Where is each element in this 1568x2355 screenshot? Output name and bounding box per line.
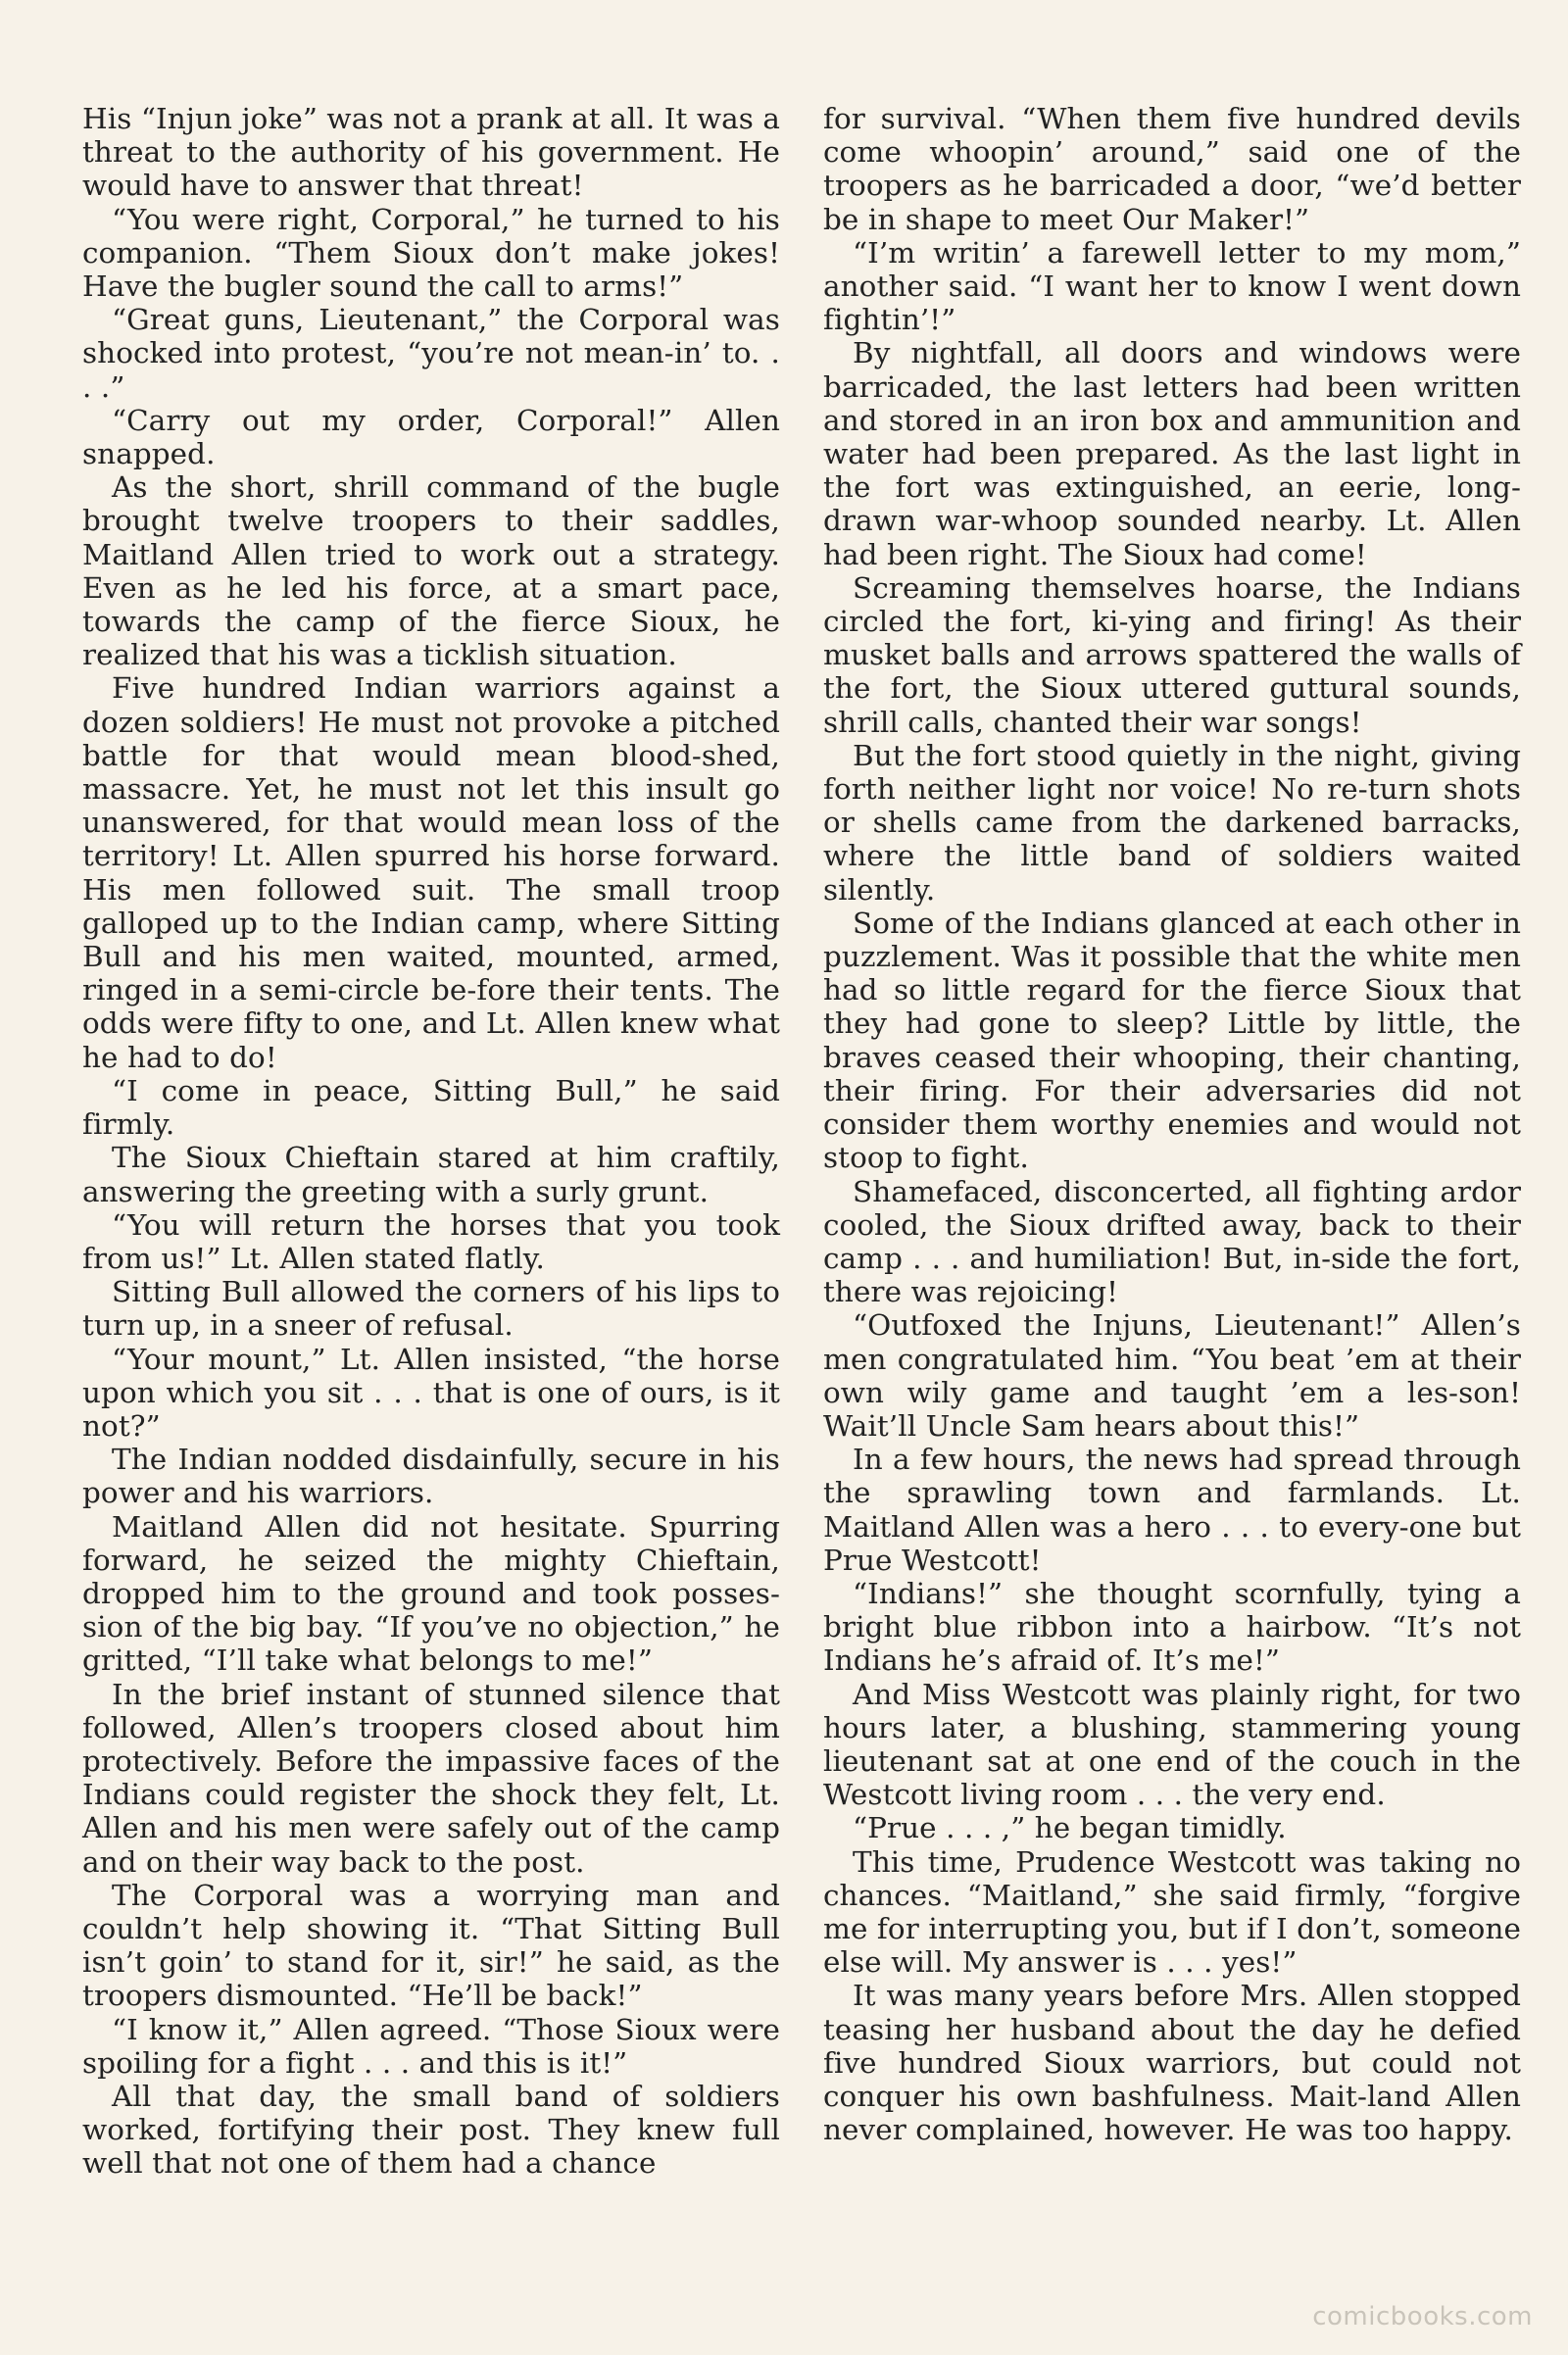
paragraph: “Carry out my order, Corporal!” Allen snapped. bbox=[82, 403, 780, 471]
paragraph: But the fort stood quietly in the night, giving forth neither light nor voice! No re-turn shots or shells came from the darkened barracks, where the little band of soldiers waited silently. bbox=[823, 738, 1521, 907]
paragraph: “You were right, Corporal,” he turned to his companion. “Them Sioux don’t make jokes! Have the bugler sound the call to arms!” bbox=[82, 202, 780, 304]
paragraph: Shamefaced, disconcerted, all fighting ardor cooled, the Sioux drifted away, back to their camp . . . and humiliation! But, in-side the fort, there was rejoicing! bbox=[823, 1174, 1521, 1309]
left-text-column bbox=[82, 102, 780, 2181]
paragraph: Sitting Bull allowed the corners of his lips to turn up, in a sneer of refusal. bbox=[82, 1275, 780, 1343]
paragraph: It was many years before Mrs. Allen stopped teasing her husband about the day he defied five hundred Sioux warriors, but could not conquer his own bashfulness. Mait-land Allen never complained, however. He was too happy. bbox=[823, 1979, 1521, 2147]
paragraph: As the short, shrill command of the bugle brought twelve troopers to their saddles, Maitland Allen tried to work out a strategy. Even as he led his force, at a smart pace, towards the camp of the fierce Sioux, he realized that his was a ticklish situation. bbox=[82, 470, 780, 672]
paragraph: “I’m writin’ a farewell letter to my mom,” another said. “I want her to know I went down fightin’!” bbox=[823, 235, 1521, 337]
paragraph: “Outfoxed the Injuns, Lieutenant!” Allen’s men congratulated him. “You beat ’em at their own wily game and taught ’em a les-son! Wait’ll Uncle Sam hears about this!” bbox=[823, 1308, 1521, 1443]
paragraph: Some of the Indians glanced at each other in puzzlement. Was it possible that the white men had so little regard for the fierce Sioux that they had gone to sleep? Little by little, the braves ceased their whooping, their chanting, their firing. For their adversaries did not consider them worthy enemies and would not stoop to fight. bbox=[823, 906, 1521, 1175]
paragraph: Five hundred Indian warriors against a dozen soldiers! He must not provoke a pitched battle for that would mean blood-shed, massacre. Yet, he must not let this insult go unanswered, for that would mean loss of the territory! Lt. Allen spurred his horse forward. His men followed suit. The small troop galloped up to the Indian camp, where Sitting Bull and his men waited, mounted, armed, ringed in a semi-circle be-fore their tents. The odds were fifty to one, and Lt. Allen knew what he had to do! bbox=[82, 671, 780, 1074]
paragraph: “Great guns, Lieutenant,” the Corporal was shocked into protest, “you’re not mean-in’ to. . . .” bbox=[82, 303, 780, 404]
watermark: comicbooks.com bbox=[1312, 2302, 1533, 2331]
paragraph: All that day, the small band of soldiers worked, fortifying their post. They knew full well that not one of them had a chance bbox=[82, 2079, 780, 2181]
paragraph: The Sioux Chieftain stared at him craftily, answering the greeting with a surly grunt. bbox=[82, 1141, 780, 1208]
paragraph: This time, Prudence Westcott was taking no chances. “Maitland,” she said firmly, “forgive me for interrupting you, but if I don’t, someone else will. My answer is . . . yes!” bbox=[823, 1844, 1521, 1980]
paragraph: “I know it,” Allen agreed. “Those Sioux were spoiling for a fight . . . and this is it!” bbox=[82, 2012, 780, 2080]
paragraph: Maitland Allen did not hesitate. Spurring forward, he seized the mighty Chieftain, dropped him to the ground and took posses-sion of the big bay. “If you’ve no objection,” he gritted, “I’ll take what belongs to me!” bbox=[82, 1509, 780, 1678]
paragraph: “I come in peace, Sitting Bull,” he said firmly. bbox=[82, 1073, 780, 1142]
paragraph: By nightfall, all doors and windows were barricaded, the last letters had been written and stored in an iron box and ammunition and water had been prepared. As the last light in the fort was extinguished, an eerie, long-drawn war-whoop sounded nearby. Lt. Allen had been right. The Sioux had come! bbox=[823, 336, 1521, 571]
paragraph: “You will return the horses that you took from us!” Lt. Allen stated flatly. bbox=[82, 1207, 780, 1275]
paragraph: In the brief instant of stunned silence that followed, Allen’s troopers closed about him protectively. Before the impassive faces of the Indians could register the shock they felt, Lt. Allen and his men were safely out of the camp and on their way back to the post. bbox=[82, 1677, 780, 1879]
paragraph: The Indian nodded disdainfully, secure in his power and his warriors. bbox=[82, 1443, 780, 1510]
paragraph: “Prue . . . ,” he began timidly. bbox=[853, 1811, 1287, 1845]
paragraph: “Indians!” she thought scornfully, tying a bright blue ribbon into a hairbow. “It’s not Indians he’s afraid of. It’s me!” bbox=[823, 1576, 1521, 1678]
paragraph: “Your mount,” Lt. Allen insisted, “the horse upon which you sit . . . that is one of ours, is it not?” bbox=[82, 1342, 780, 1443]
paragraph: for survival. “When them five hundred devils come whoopin’ around,” said one of the troopers as he barricaded a door, “we’d better be in shape to meet Our Maker!” bbox=[823, 102, 1521, 236]
paragraph: Screaming themselves hoarse, the Indians circled the fort, ki-ying and firing! As their musket balls and arrows spattered the walls of the fort, the Sioux uttered guttural sounds, shrill calls, chanted their war songs! bbox=[823, 570, 1521, 739]
paragraph: In a few hours, the news had spread through the sprawling town and farmlands. Lt. Maitland Allen was a hero . . . to every-one but Prue Westcott! bbox=[823, 1443, 1521, 1577]
paragraph: The Corporal was a worrying man and couldn’t help showing it. “That Sitting Bull isn’t goin’ to stand for it, sir!” he said, as the troopers dismounted. “He’ll be back!” bbox=[82, 1878, 780, 2013]
right-text-column bbox=[823, 102, 1521, 2146]
paragraph: His “Injun joke” was not a prank at all. It was a threat to the authority of his government. He would have to answer that threat! bbox=[82, 102, 780, 203]
paragraph: And Miss Westcott was plainly right, for two hours later, a blushing, stammering young lieutenant sat at one end of the couch in the Westcott living room . . . the very end. bbox=[823, 1677, 1521, 1812]
